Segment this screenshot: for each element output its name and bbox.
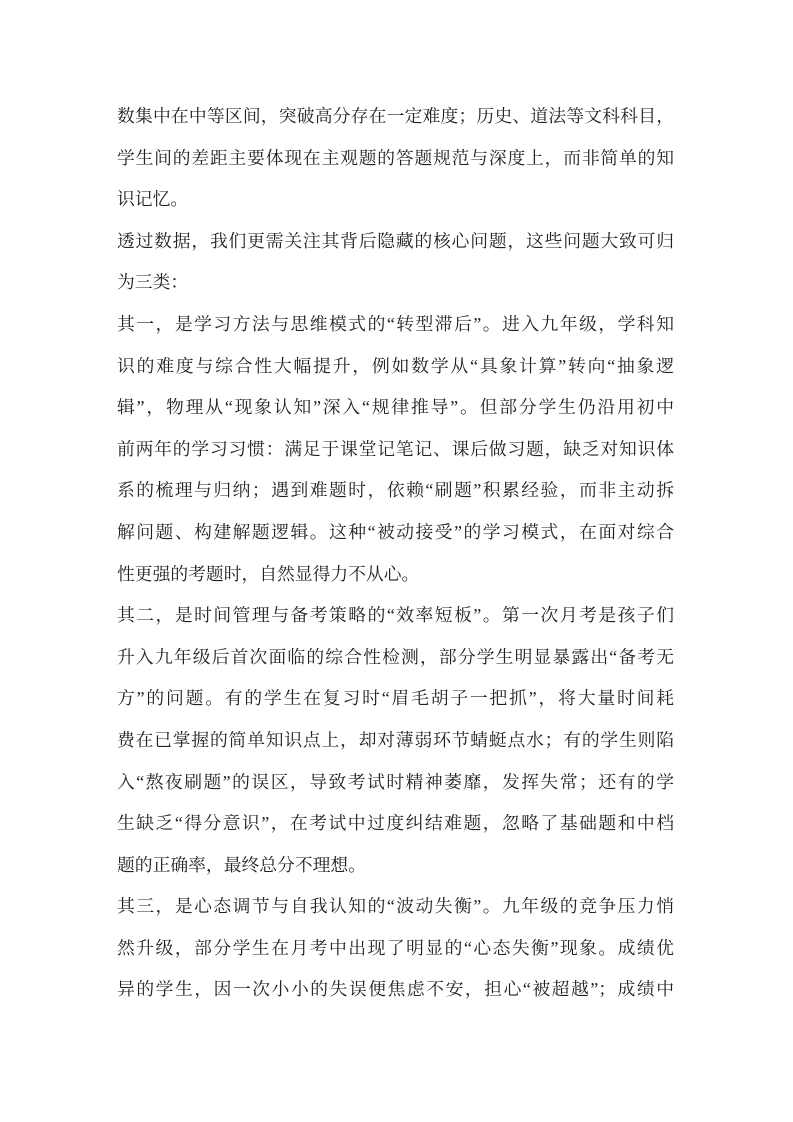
text-line: 其一，是学习方法与思维模式的“转型滞后”。进入九年级，学科知 — [117, 313, 674, 334]
text-line: 解问题、构建解题逻辑。这种“被动接受”的学习模式，在面对综合 — [117, 521, 674, 542]
text-line: 前两年的学习习惯：满足于课堂记笔记、课后做习题，缺乏对知识体 — [117, 438, 674, 459]
text-line: 性更强的考题时，自然显得力不从心。 — [117, 563, 420, 584]
text-line: 然升级，部分学生在月考中出现了明显的“心态失衡”现象。成绩优 — [117, 937, 674, 958]
text-line: 数集中在中等区间，突破高分存在一定难度；历史、道法等文科科目， — [117, 106, 674, 126]
text-line: 学生间的差距主要体现在主观题的答题规范与深度上，而非简单的知 — [117, 147, 674, 168]
text-line: 方”的问题。有的学生在复习时“眉毛胡子一把抓”，将大量时间耗 — [117, 688, 674, 709]
document-body — [117, 96, 674, 1011]
text-line: 辑”，物理从“现象认知”深入“规律推导”。但部分学生仍沿用初中 — [117, 397, 674, 418]
text-line: 题的正确率，最终总分不理想。 — [117, 854, 366, 875]
text-line: 识的难度与综合性大幅提升，例如数学从“具象计算”转向“抽象逻 — [117, 355, 674, 376]
text-line: 系的梳理与归纳；遇到难题时，依赖“刷题”积累经验，而非主动拆 — [117, 480, 674, 501]
text-line: 其三，是心态调节与自我认知的“波动失衡”。九年级的竞争压力悄 — [117, 896, 674, 917]
text-line: 升入九年级后首次面临的综合性检测，部分学生明显暴露出“备考无 — [117, 646, 674, 667]
text-line: 费在已掌握的简单知识点上，却对薄弱环节蜻蜓点水；有的学生则陷 — [117, 729, 674, 750]
text-line: 其二，是时间管理与备考策略的“效率短板”。第一次月考是孩子们 — [117, 605, 674, 626]
text-line: 识记忆。 — [117, 189, 189, 210]
text-line: 异的学生，因一次小小的失误便焦虑不安，担心“被超越”；成绩中 — [117, 979, 674, 1000]
text-line: 入“熬夜刷题”的误区，导致考试时精神萎靡，发挥失常；还有的学 — [117, 771, 674, 792]
text-line: 透过数据，我们更需关注其背后隐藏的核心问题，这些问题大致可归 — [117, 230, 674, 251]
text-line: 为三类： — [117, 272, 189, 293]
text-line: 生缺乏“得分意识”，在考试中过度纠结难题，忽略了基础题和中档 — [117, 813, 674, 834]
